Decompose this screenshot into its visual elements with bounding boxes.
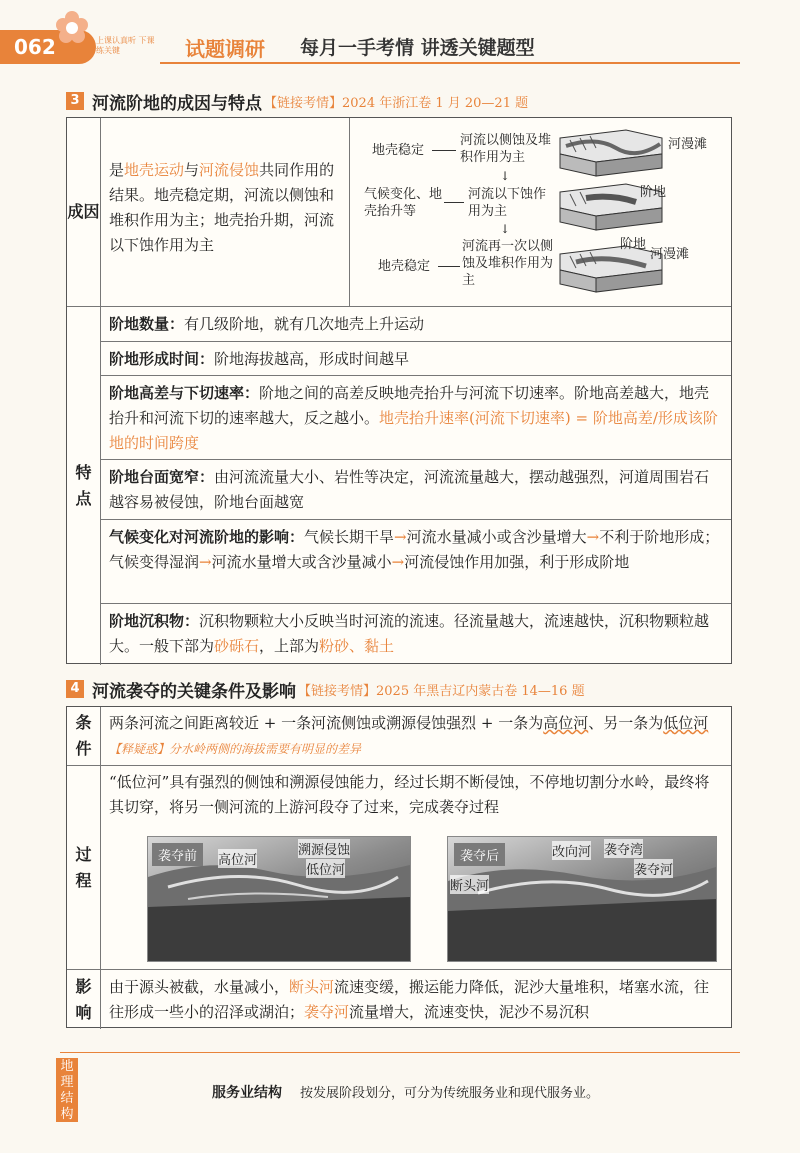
terrace-table xyxy=(66,117,732,664)
section-3-heading xyxy=(66,88,528,114)
terrace-formation-diagram xyxy=(349,118,731,306)
features-label: 特点 xyxy=(67,307,101,665)
label-headward-erosion: 溯源侵蚀 xyxy=(298,839,350,858)
cause-label: 成因 xyxy=(67,118,101,306)
arrow-icon: → xyxy=(391,553,405,571)
page-number: 062 xyxy=(0,30,96,64)
feature-height: 阶地高差与下切速率：阶地之间的高差反映地壳抬升与河流下切速率。阶地高差越大，地壳抬升和河流下切的速率越大，反之越小。地壳抬升速率(河流下切速率) = 阶地高差/形成该阶地的时间跨度 xyxy=(101,375,731,459)
stage2-process: 河流以下蚀作用为主 xyxy=(468,187,547,219)
header-divider xyxy=(160,62,740,64)
exam-link-tag: 【链接考情】2025 年黑吉辽内蒙古卷 14—16 题 xyxy=(298,683,585,699)
after-tag: 袭夺后 xyxy=(454,843,505,866)
highlight-crust-movement: 地壳运动 xyxy=(124,161,185,179)
flower-logo-icon xyxy=(52,8,92,48)
features-row xyxy=(67,306,731,665)
impact-row xyxy=(67,969,731,1029)
condition-label: 条件 xyxy=(67,707,101,765)
before-capture-image xyxy=(147,836,411,962)
footer-divider xyxy=(60,1052,740,1053)
connector-line xyxy=(438,266,460,267)
impact-text: 由于源头被截，水量减小，断头河流速变缓，搬运能力降低，泥沙大量堆积，堵塞水流，往往形成一些小的沼泽或湖泊；袭夺河流量增大，流速变快，泥沙不易沉积 xyxy=(109,978,710,1021)
connector-line xyxy=(444,202,464,203)
feature-time: 阶地形成时间：阶地海拔越高，形成时间越早 xyxy=(101,341,731,375)
label-capture-elbow: 袭夺湾 xyxy=(604,839,643,858)
label-beheaded-river: 断头河 xyxy=(450,875,489,894)
section-title: 河流袭夺的关键条件及影响 xyxy=(92,681,296,702)
condition-text: 两条河流之间距离较近 + 一条河流侧蚀或溯源侵蚀强烈 + 一条为高位河、另一条为低位河 【释疑惑】分水岭两侧的海拔需要有明显的差异 xyxy=(109,714,709,756)
impact-label: 影响 xyxy=(67,970,101,1029)
page-header xyxy=(0,0,800,64)
feature-climate: 气候变化对河流阶地的影响：气候长期干旱→河流水量减小或含沙量增大→不利于阶地形成；气候变得湿润→河流水量增大或含沙量减小→河流侵蚀作用加强，利于形成阶地 xyxy=(101,519,731,603)
feature-sediment: 阶地沉积物：沉积物颗粒大小反映当时河流的流速。径流量越大，流速越快，沉积物颗粒越大。一般下部为砂砾石，上部为粉砂、黏土 xyxy=(101,603,731,666)
header-title: 试题调研 xyxy=(185,37,265,61)
footer-side-tab: 地理结构 xyxy=(56,1058,78,1122)
label-diverted-river: 改向河 xyxy=(552,841,591,860)
brand-slogan: 上课认真听 下课练关键 xyxy=(96,36,155,55)
stage3-process: 河流再一次以侧蚀及堆积作用为主 xyxy=(462,239,554,288)
stage1-label: 河漫滩 xyxy=(668,137,708,152)
section-number: 4 xyxy=(66,680,84,698)
stage2-condition: 气候变化、地壳抬升等 xyxy=(364,187,443,219)
feature-count: 阶地数量：有几级阶地，就有几次地壳上升运动 xyxy=(109,315,425,333)
label-capturing-river: 袭夺河 xyxy=(634,859,673,878)
condition-row xyxy=(67,707,731,765)
connector-line xyxy=(432,150,456,151)
process-text: “低位河”具有强烈的侧蚀和溯源侵蚀能力，经过长期不断侵蚀，不停地切割分水岭，最终将其切穿，将另一侧河流的上游河段夺了过来，完成袭夺过程 xyxy=(109,773,710,816)
before-tag: 袭夺前 xyxy=(152,843,203,866)
arrow-icon: → xyxy=(586,528,600,546)
exam-link-tag: 【链接考情】2024 年浙江卷 1 月 20—21 题 xyxy=(264,95,529,111)
section-4-heading xyxy=(66,676,585,702)
after-capture-image xyxy=(447,836,717,962)
feature-width: 阶地台面宽窄：由河流流量大小、岩性等决定，河流流量越大，摆动越强烈，河道周围岩石越容易被侵蚀，阶地台面越宽 xyxy=(101,459,731,519)
header-subtitle: 每月一手考情 讲透关键题型 xyxy=(300,37,535,59)
clarification-note: 【释疑惑】分水岭两侧的海拔需要有明显的差异 xyxy=(109,742,362,756)
label-high-river: 高位河 xyxy=(218,849,257,868)
river-capture-table xyxy=(66,706,732,1028)
stage2-label: 阶地 xyxy=(640,185,667,200)
cause-text: 是地壳运动与河流侵蚀共同作用的结果。地壳稳定期，河流以侧蚀和堆积作用为主；地壳抬升期，河流以下蚀作用为主 xyxy=(109,161,335,254)
arrow-icon: → xyxy=(394,528,407,546)
arrow-icon: → xyxy=(199,553,212,571)
process-row xyxy=(67,765,731,969)
floodplain-block-icon xyxy=(556,126,666,178)
footer-definition: 按发展阶段划分，可分为传统服务业和现代服务业。 xyxy=(300,1086,600,1101)
stage3-condition: 地壳稳定 xyxy=(378,259,431,274)
stage3-label-floodplain: 河漫滩 xyxy=(650,247,690,262)
label-low-river: 低位河 xyxy=(306,859,345,878)
section-title: 河流阶地的成因与特点 xyxy=(92,93,262,114)
footer-term: 服务业结构 xyxy=(212,1085,282,1101)
stage1-process: 河流以侧蚀及堆积作用为主 xyxy=(460,133,552,165)
uplift-rate-formula: 地壳抬升速率(河流下切速率) = 阶地高差/形成该阶地的时间跨度 xyxy=(109,409,718,452)
cause-row xyxy=(67,118,731,306)
section-number: 3 xyxy=(66,92,84,110)
process-label: 过程 xyxy=(67,766,101,969)
stage3-label-terrace: 阶地 xyxy=(620,237,647,252)
stage1-condition: 地壳稳定 xyxy=(372,143,425,158)
down-arrow-icon: ↓ xyxy=(500,222,511,236)
highlight-river-erosion: 河流侵蚀 xyxy=(199,161,260,179)
down-arrow-icon: ↓ xyxy=(500,169,511,183)
